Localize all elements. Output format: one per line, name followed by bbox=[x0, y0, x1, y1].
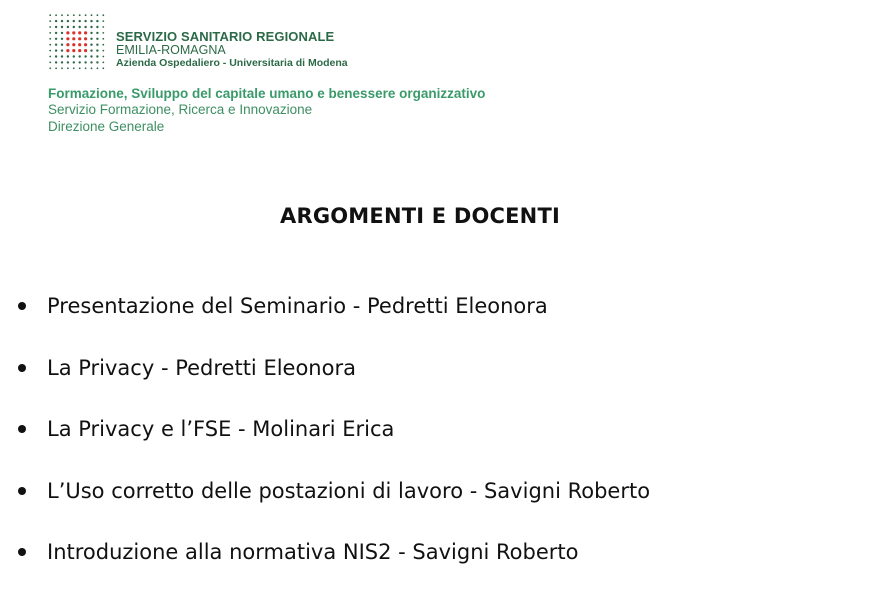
logo-red-dot bbox=[78, 31, 81, 34]
logo-red-dot bbox=[78, 49, 81, 52]
logo-green-dot bbox=[90, 49, 92, 51]
logo-green-dot bbox=[102, 62, 104, 64]
logo-green-dot bbox=[96, 44, 98, 46]
logo-green-dot bbox=[90, 38, 92, 40]
logo-green-dot bbox=[85, 67, 87, 69]
logo-green-dot bbox=[90, 61, 92, 63]
bullet-icon bbox=[18, 364, 26, 372]
logo-green-dot bbox=[91, 14, 93, 16]
topic-text: La Privacy - Pedretti Eleonora bbox=[47, 355, 356, 380]
logo-green-dot bbox=[67, 67, 69, 69]
logo-red-dot bbox=[72, 49, 75, 52]
logo-green-dot bbox=[90, 32, 92, 34]
logo-green-dot bbox=[67, 55, 69, 57]
logo-green-dot bbox=[96, 32, 98, 34]
bullet-icon bbox=[18, 548, 26, 556]
logo-green-dot bbox=[55, 14, 57, 16]
logo-green-dot bbox=[79, 14, 81, 16]
logo-green-dot bbox=[49, 50, 51, 52]
logo-green-dot bbox=[90, 44, 92, 46]
logo-red-dot bbox=[66, 43, 69, 46]
logo-green-dot bbox=[49, 38, 51, 40]
logo-green-dot bbox=[67, 26, 69, 28]
logo-green-dot bbox=[61, 20, 63, 22]
logo-red-dot bbox=[84, 49, 87, 52]
department-name: Formazione, Sviluppo del capitale umano e benessere organizzativo bbox=[48, 86, 486, 101]
logo-green-dot bbox=[73, 14, 75, 16]
logo-green-dot bbox=[79, 26, 81, 28]
logo-green-dot bbox=[61, 55, 63, 57]
topic-text: La Privacy e l’FSE - Molinari Erica bbox=[47, 417, 395, 441]
logo-green-dot bbox=[55, 55, 57, 57]
logo-green-dot bbox=[90, 20, 92, 22]
logo-green-dot bbox=[97, 67, 99, 69]
logo-green-dot bbox=[55, 44, 57, 46]
organization-header bbox=[116, 30, 348, 69]
logo-green-dot bbox=[67, 14, 69, 16]
logo-green-dot bbox=[55, 49, 57, 51]
logo-red-dot bbox=[84, 43, 87, 46]
logo-green-dot bbox=[49, 56, 51, 58]
logo-green-dot bbox=[97, 14, 99, 16]
logo-green-dot bbox=[96, 61, 98, 63]
logo-green-dot bbox=[84, 61, 86, 63]
logo-green-dot bbox=[84, 55, 86, 57]
direction-name: Direzione Generale bbox=[48, 118, 165, 134]
service-name: Servizio Formazione, Ricerca e Innovazione bbox=[48, 102, 313, 118]
organization-name: SERVIZIO SANITARIO REGIONALE bbox=[116, 29, 335, 44]
topic-text: Introduzione alla normativa NIS2 - Savigni Roberto bbox=[47, 540, 579, 564]
logo-green-dot bbox=[85, 14, 87, 16]
logo-green-dot bbox=[61, 44, 63, 46]
logo-green-dot bbox=[102, 14, 104, 16]
logo-green-dot bbox=[90, 55, 92, 57]
logo-green-dot bbox=[49, 14, 51, 16]
logo-green-dot bbox=[61, 14, 63, 16]
logo-green-dot bbox=[73, 55, 75, 57]
logo-green-dot bbox=[55, 32, 57, 34]
hospital-name: Azienda Ospedaliero - Universitaria di Modena bbox=[116, 56, 348, 69]
logo-green-dot bbox=[96, 38, 98, 40]
logo-green-dot bbox=[61, 61, 63, 63]
bullet-icon bbox=[18, 425, 26, 433]
region-name: EMILIA-ROMAGNA bbox=[116, 43, 226, 58]
logo-red-dot bbox=[78, 37, 81, 40]
logo-green-dot bbox=[67, 20, 69, 22]
logo-green-dot bbox=[79, 20, 81, 22]
logo-green-dot bbox=[90, 26, 92, 28]
logo-green-dot bbox=[102, 26, 104, 28]
logo-green-dot bbox=[49, 44, 51, 46]
logo-green-dot bbox=[55, 61, 57, 63]
logo-green-dot bbox=[61, 32, 63, 34]
logo-dot-grid bbox=[48, 13, 106, 71]
logo-green-dot bbox=[96, 55, 98, 57]
logo-red-dot bbox=[84, 37, 87, 40]
logo-green-dot bbox=[61, 26, 63, 28]
logo-green-dot bbox=[102, 67, 104, 69]
bullet-icon bbox=[18, 487, 26, 495]
bullet-icon bbox=[18, 302, 26, 310]
topic-text: L’Uso corretto delle postazioni di lavoro - Savigni Roberto bbox=[47, 478, 651, 503]
logo-icon bbox=[48, 13, 106, 71]
logo-green-dot bbox=[49, 62, 51, 64]
logo-green-dot bbox=[102, 44, 104, 46]
logo-green-dot bbox=[84, 20, 86, 22]
logo-red-dot bbox=[66, 37, 69, 40]
topic-text: Presentazione del Seminario - Pedretti Eleonora bbox=[47, 294, 548, 318]
logo-green-dot bbox=[79, 55, 81, 57]
logo-green-dot bbox=[102, 20, 104, 22]
logo-green-dot bbox=[49, 26, 51, 28]
logo-red-dot bbox=[66, 49, 69, 52]
department-block bbox=[48, 86, 485, 135]
logo-red-dot bbox=[78, 43, 81, 46]
logo-red-dot bbox=[72, 31, 75, 34]
logo-green-dot bbox=[102, 32, 104, 34]
logo-green-dot bbox=[102, 50, 104, 52]
logo-green-dot bbox=[96, 26, 98, 28]
logo-green-dot bbox=[55, 26, 57, 28]
logo-green-dot bbox=[49, 32, 51, 34]
logo-green-dot bbox=[102, 38, 104, 40]
logo-green-dot bbox=[73, 26, 75, 28]
logo-red-dot bbox=[66, 31, 69, 34]
logo-green-dot bbox=[61, 49, 63, 51]
logo-green-dot bbox=[73, 61, 75, 63]
logo-green-dot bbox=[55, 67, 57, 69]
logo-green-dot bbox=[55, 38, 57, 40]
logo-green-dot bbox=[96, 49, 98, 51]
logo-green-dot bbox=[73, 20, 75, 22]
page-title: ARGOMENTI E DOCENTI bbox=[280, 204, 560, 228]
logo-green-dot bbox=[79, 61, 81, 63]
logo-green-dot bbox=[102, 56, 104, 58]
logo-red-dot bbox=[72, 37, 75, 40]
logo-green-dot bbox=[91, 67, 93, 69]
logo-green-dot bbox=[49, 67, 51, 69]
logo-green-dot bbox=[61, 38, 63, 40]
logo-green-dot bbox=[67, 61, 69, 63]
logo-green-dot bbox=[79, 67, 81, 69]
logo-green-dot bbox=[96, 20, 98, 22]
logo-green-dot bbox=[84, 26, 86, 28]
logo-green-dot bbox=[55, 20, 57, 22]
logo-green-dot bbox=[61, 67, 63, 69]
logo-red-dot bbox=[72, 43, 75, 46]
logo-green-dot bbox=[49, 20, 51, 22]
logo-red-dot bbox=[84, 31, 87, 34]
logo-green-dot bbox=[73, 67, 75, 69]
